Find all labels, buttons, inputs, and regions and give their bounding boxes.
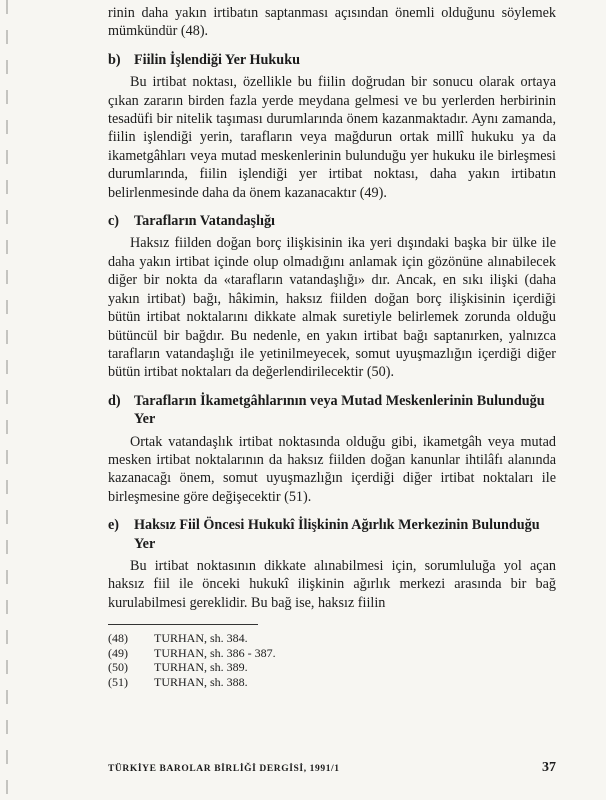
section-title: Tarafların Vatandaşlığı <box>134 213 275 230</box>
footnote-number: (51) <box>108 674 128 689</box>
section-paragraph-c: Haksız fiilden doğan borç ilişkisinin ika yeri dışındaki başka bir ülke ile daha yakın irtibat içinde olup olmadığını anlamak için gözönüne alınabilecek diğer bir nokta da «tarafların vatandaşlığı» dır. Ancak, en sıkı ilişki (daha yakın irtibat) bağı, hâkimin, haksız fiilden doğan borç ilişkisinin içerdiği bütün irtibat noktalarını dikkate almak suretiyle belirlemek zorunda olduğu bütüncül bir bağdır. Bu nedenle, en yakın irtibat bağı saptanırken, yalnızca tarafların vatandaşlığı ile yetinilmeyecek, somut uyuşmazlığın içerdiği diğer bütün irtibat noktaları da değerlendirilecektir (50). <box>108 235 556 381</box>
section-title: Haksız Fiil Öncesi Hukukî İlişkinin Ağırlık Merkezinin Bulunduğu Yer <box>134 517 540 552</box>
footnote <box>108 675 556 690</box>
section-title: Fiilin İşlendiği Yer Hukuku <box>134 51 300 68</box>
section-heading-e <box>108 516 556 553</box>
section-heading-d <box>108 392 556 429</box>
footnote <box>108 646 556 661</box>
section-paragraph-e: Bu irtibat noktasının dikkate alınabilmesi için, sorumluluğa yol açan haksız fiil ile önceki hukukî ilişkinin ağırlık merkezi arasında bir bağ kurulabilmesi gereklidir. Bu bağ ise, haksız fiilin <box>108 557 556 611</box>
page-number: 37 <box>542 760 556 775</box>
section-paragraph-b: Bu irtibat noktası, özellikle bu fiilin doğrudan bir sonucu olarak ortaya çıkan zararın birden fazla yerde meydana gelmesi ve bu yerlerden herbirinin tesadüfi bir nitelik taşıması durumlarında önem kazanmaktadır. Aynı zamanda, fiilin işlendiği yerin, tarafların veya mağdurun ortak millî hukuku ya da ikametgâhları veya mutad meskenlerinin bulunduğu yer hukuku ile birleşmesi durumlarında, fiilin işlendiği yer irtibat noktası, daha yakın irtibatın belirlenmesinde daha da önem kazanacaktır (49). <box>108 74 556 201</box>
footnote-divider <box>108 624 258 625</box>
footnote-text: TURHAN, sh. 386 - 387. <box>154 645 276 660</box>
footnote-text: TURHAN, sh. 384. <box>154 631 248 646</box>
footnote-number: (50) <box>108 660 128 675</box>
footnote <box>108 631 556 646</box>
footnote-text: TURHAN, sh. 388. <box>154 674 248 689</box>
footnote-number: (48) <box>108 631 128 646</box>
section-heading-c <box>108 212 556 230</box>
section-letter: e) <box>108 517 120 534</box>
intro-paragraph: rinin daha yakın irtibatın saptanması açısından önemli olduğunu söylemek mümkündür (48). <box>108 5 556 40</box>
section-letter: d) <box>108 392 121 409</box>
footnote-number: (49) <box>108 645 128 660</box>
section-heading-b <box>108 51 556 69</box>
binding-margin <box>6 0 8 800</box>
journal-name: TÜRKİYE BAROLAR BİRLİĞİ DERGİSİ, 1991/1 <box>108 764 340 774</box>
footnote <box>108 660 556 675</box>
section-letter: c) <box>108 213 120 230</box>
section-paragraph-d: Ortak vatandaşlık irtibat noktasında olduğu gibi, ikametgâh veya mutad mesken irtibat noktalarının da haksız fiilden doğan kanunlar ihtilâfı alanında kazanacağı önem, somut uyuşmazlığın içerdiği diğer irtibat noktaları ile birleşmesine göre değişecektir (51). <box>108 433 556 505</box>
section-title: Tarafların İkametgâhlarının veya Mutad Meskenlerinin Bulunduğu Yer <box>134 392 545 428</box>
footnote-text: TURHAN, sh. 389. <box>154 660 248 675</box>
section-letter: b) <box>108 51 121 68</box>
page-footer <box>108 760 556 776</box>
page-body <box>108 4 556 690</box>
footnotes <box>108 631 556 689</box>
